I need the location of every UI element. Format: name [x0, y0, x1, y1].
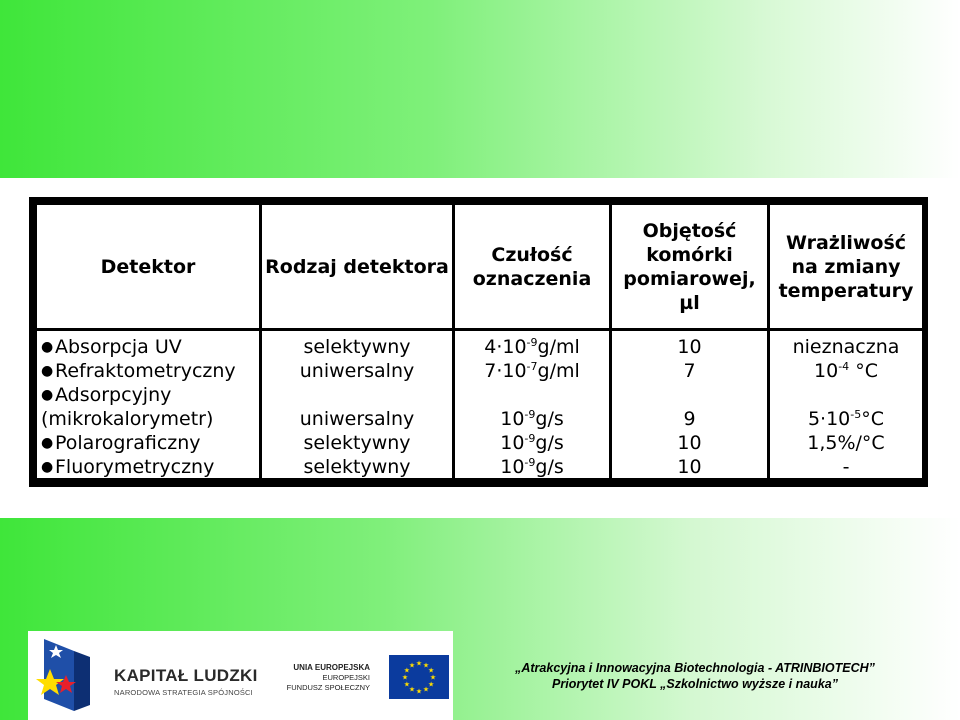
header-wrazliwosc: Wrażliwość na zmiany temperatury: [770, 205, 922, 328]
header-detektor: Detektor: [37, 205, 259, 328]
project-caption: [470, 660, 920, 692]
kapital-ludzki-title: KAPITAŁ LUDZKI: [114, 666, 258, 685]
bullet-icon: ●: [41, 459, 54, 475]
type-cell: selektywny: [303, 336, 411, 358]
temperature-cell: $10^{-4}$ °C: [814, 360, 878, 382]
eu-star-icon: ★: [427, 680, 435, 689]
sensitivity-cell: $7\cdot 10^{-7}g/ml$: [484, 360, 580, 382]
detector-row: ●Refraktometryczny: [41, 360, 236, 382]
header-rodzaj-detektora: Rodzaj detektora: [262, 205, 452, 328]
sensitivity-cell: $10^{-9}g/s$: [500, 432, 564, 454]
funding-logos: [28, 631, 453, 720]
detector-row: ●Absorpcja UV: [41, 336, 182, 358]
temperature-cell: $5\cdot 10^{-5}^\circ C$: [807, 408, 885, 430]
volume-cell: 9: [683, 408, 696, 430]
caption-line-1: „Atrakcyjna i Innowacyjna Biotechnologia - ATRINBIOTECH”: [515, 661, 875, 675]
eu-star-icon: ★: [429, 673, 437, 682]
eu-star-icon: ★: [415, 687, 423, 696]
eu-star-icon: ★: [403, 680, 411, 689]
detector-row: ●Polarograficzny: [41, 432, 201, 454]
column-volume: [612, 331, 767, 478]
type-cell: uniwersalny: [299, 408, 415, 430]
kapital-ludzki-subtitle: NARODOWA STRATEGIA SPÓJNOŚCI: [114, 688, 253, 697]
eu-star-icon: ★: [422, 685, 430, 694]
eu-star-icon: ★: [427, 666, 435, 675]
temperature-cell: nieznaczna: [792, 336, 900, 358]
temperature-cell: 1,5%/°C: [807, 432, 885, 454]
eu-star-icon: ★: [415, 659, 423, 668]
eu-star-icon: ★: [422, 661, 430, 670]
volume-cell: 10: [677, 456, 702, 478]
detector-row-continuation: (mikrokalorymetr): [41, 408, 214, 430]
detector-row: ●Fluorymetryczny: [41, 456, 215, 478]
column-sensitivity: [455, 331, 609, 478]
header-czulosc: Czułość oznaczenia: [455, 205, 609, 328]
eu-star-icon: ★: [408, 685, 416, 694]
bullet-icon: ●: [41, 339, 54, 355]
volume-cell: 10: [677, 336, 702, 358]
sensitivity-cell: $10^{-9}g/s$: [500, 456, 564, 478]
column-types: [262, 331, 452, 478]
caption-line-2: Priorytet IV POKL „Szkolnictwo wyższe i nauka”: [552, 677, 838, 691]
eu-star-icon: ★: [403, 666, 411, 675]
temperature-cell: [770, 383, 922, 407]
temperature-cell: -: [842, 456, 850, 478]
bullet-icon: ●: [41, 387, 54, 403]
column-detectors: [37, 331, 259, 478]
sensitivity-cell: $4\cdot 10^{-9}g/ml$: [484, 336, 580, 358]
eu-fund-label: UNIA EUROPEJSKA EUROPEJSKI FUNDUSZ SPOŁECZNY: [286, 663, 370, 692]
header-objetosc: Objętość komórki pomiarowej, µl: [612, 205, 767, 328]
eu-star-icon: ★: [401, 673, 409, 682]
kapital-ludzki-logo-icon: [30, 635, 108, 715]
volume-cell: [612, 383, 767, 407]
detector-table: [29, 197, 928, 487]
bullet-icon: ●: [41, 363, 54, 379]
top-green-band: [0, 0, 960, 178]
eu-flag-icon: [389, 655, 449, 699]
eu-star-icon: ★: [408, 661, 416, 670]
type-cell: selektywny: [303, 456, 411, 478]
bullet-icon: ●: [41, 435, 54, 451]
volume-cell: 10: [677, 432, 702, 454]
volume-cell: 7: [683, 360, 696, 382]
sensitivity-cell: $10^{-9}g/s$: [500, 408, 564, 430]
type-cell: selektywny: [303, 432, 411, 454]
type-cell: uniwersalny: [299, 360, 415, 382]
column-temperature: [770, 331, 922, 478]
detector-row: ●Adsorpcyjny: [41, 384, 172, 406]
type-cell: [262, 383, 452, 407]
sensitivity-cell: [455, 383, 609, 407]
